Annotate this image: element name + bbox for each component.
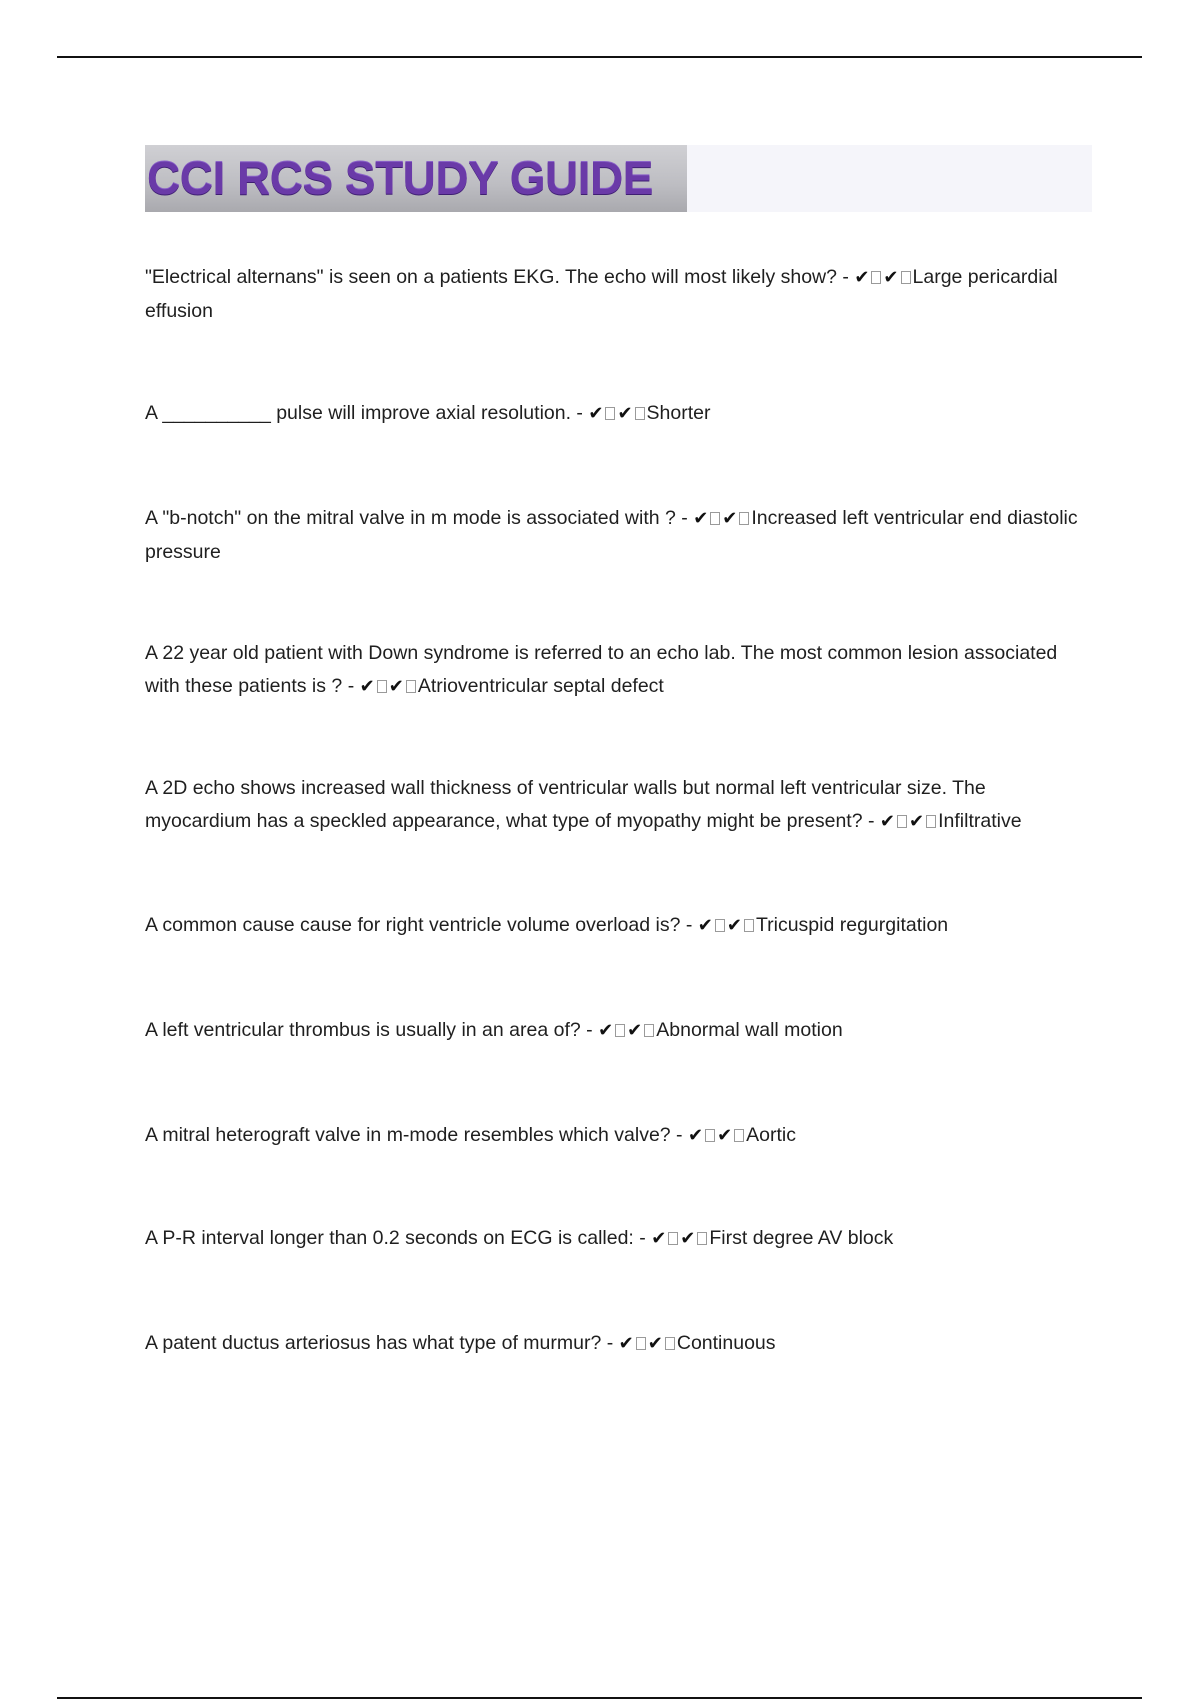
box-icon (635, 407, 645, 420)
check-icon: ✔ (617, 403, 633, 424)
check-icon: ✔ (598, 1020, 614, 1041)
qa-item (145, 397, 1095, 431)
answer-text: Continuous (676, 1332, 776, 1354)
qa-item (145, 1014, 1095, 1048)
check-icon: ✔ (588, 403, 604, 424)
box-icon (710, 512, 720, 525)
box-icon (668, 1232, 678, 1245)
check-icon: ✔ (627, 1020, 643, 1041)
box-icon (665, 1337, 675, 1350)
check-icon: ✔ (388, 675, 404, 697)
box-icon (406, 680, 416, 693)
qa-item (145, 637, 1095, 703)
box-icon (705, 1129, 715, 1142)
question-text: A __________ pulse will improve axial resolution. (145, 402, 572, 424)
question-text: A "b-notch" on the mitral valve in m mode is associated with ? (145, 507, 676, 529)
answer-text: Atrioventricular septal defect (417, 674, 664, 697)
question-text: A 2D echo shows increased wall thickness of ventricular walls but normal left ventricular size. The myocardium has a speckled appearance, what type of myopathy might be present? (145, 777, 986, 832)
box-icon (926, 815, 936, 828)
footer-rule (57, 1697, 1142, 1699)
check-icon: ✔ (854, 267, 870, 288)
answer-text: Shorter (646, 402, 711, 424)
qa-separator: - (571, 402, 589, 424)
question-text: A common cause cause for right ventricle volume overload is? (145, 914, 681, 936)
box-icon (871, 271, 881, 284)
answer-text: Tricuspid regurgitation (755, 914, 949, 936)
answer-text: Increased left ventricular end diastolic pressure (145, 507, 1078, 563)
check-icon: ✔ (717, 1125, 733, 1146)
box-icon (636, 1337, 646, 1350)
box-icon (605, 407, 615, 420)
answer-text: Large pericardial effusion (145, 266, 1058, 322)
qa-separator: - (342, 674, 360, 697)
check-icon: ✔ (359, 675, 375, 697)
header-rule (57, 56, 1142, 58)
question-text: A P-R interval longer than 0.2 seconds on ECG is called: (145, 1227, 634, 1249)
box-icon (377, 680, 387, 693)
question-text: "Electrical alternans" is seen on a patients EKG. The echo will most likely show? (145, 266, 837, 288)
question-text: A patent ductus arteriosus has what type of murmur? (145, 1332, 602, 1354)
qa-item (145, 1119, 1095, 1153)
check-icon: ✔ (647, 1333, 663, 1354)
box-icon (697, 1232, 707, 1245)
qa-separator: - (836, 266, 855, 288)
box-icon (715, 919, 725, 932)
document-title: CCI RCS STUDY GUIDE (147, 152, 653, 204)
check-icon: ✔ (726, 915, 742, 936)
qa-item (145, 261, 1095, 327)
box-icon (901, 271, 911, 284)
answer-text: Aortic (746, 1124, 797, 1146)
check-icon: ✔ (697, 915, 713, 936)
question-text: A mitral heterograft valve in m-mode resembles which valve? (145, 1124, 671, 1146)
check-icon: ✔ (651, 1228, 667, 1249)
title-block (145, 145, 687, 212)
qa-item (145, 1222, 1095, 1256)
qa-separator: - (601, 1332, 619, 1354)
question-text: A left ventricular thrombus is usually in an area of? (145, 1019, 581, 1041)
check-icon: ✔ (618, 1333, 634, 1354)
qa-item (145, 502, 1095, 568)
qa-separator: - (675, 507, 694, 529)
qa-item (145, 1327, 1095, 1361)
qa-separator: - (580, 1019, 599, 1041)
qa-separator: - (633, 1227, 652, 1249)
box-icon (615, 1024, 625, 1037)
answer-text: Infiltrative (938, 809, 1022, 832)
qa-item (145, 909, 1095, 943)
box-icon (739, 512, 749, 525)
qa-separator: - (670, 1124, 688, 1146)
check-icon: ✔ (879, 810, 896, 832)
box-icon (897, 815, 907, 828)
qa-separator: - (680, 914, 698, 936)
qa-item (145, 772, 1095, 838)
answer-text: First degree AV block (709, 1227, 894, 1249)
box-icon (744, 919, 754, 932)
check-icon: ✔ (693, 508, 709, 529)
question-text: A 22 year old patient with Down syndrome is referred to an echo lab. The most common lesion associated with these patients is ? (145, 642, 1058, 697)
check-icon: ✔ (680, 1228, 696, 1249)
title-banner (145, 145, 1092, 212)
check-icon: ✔ (687, 1125, 704, 1146)
box-icon (644, 1024, 654, 1037)
check-icon: ✔ (909, 810, 925, 832)
check-icon: ✔ (722, 508, 738, 529)
qa-separator: - (862, 809, 880, 832)
answer-text: Abnormal wall motion (656, 1019, 843, 1041)
box-icon (734, 1129, 744, 1142)
check-icon: ✔ (883, 267, 899, 288)
